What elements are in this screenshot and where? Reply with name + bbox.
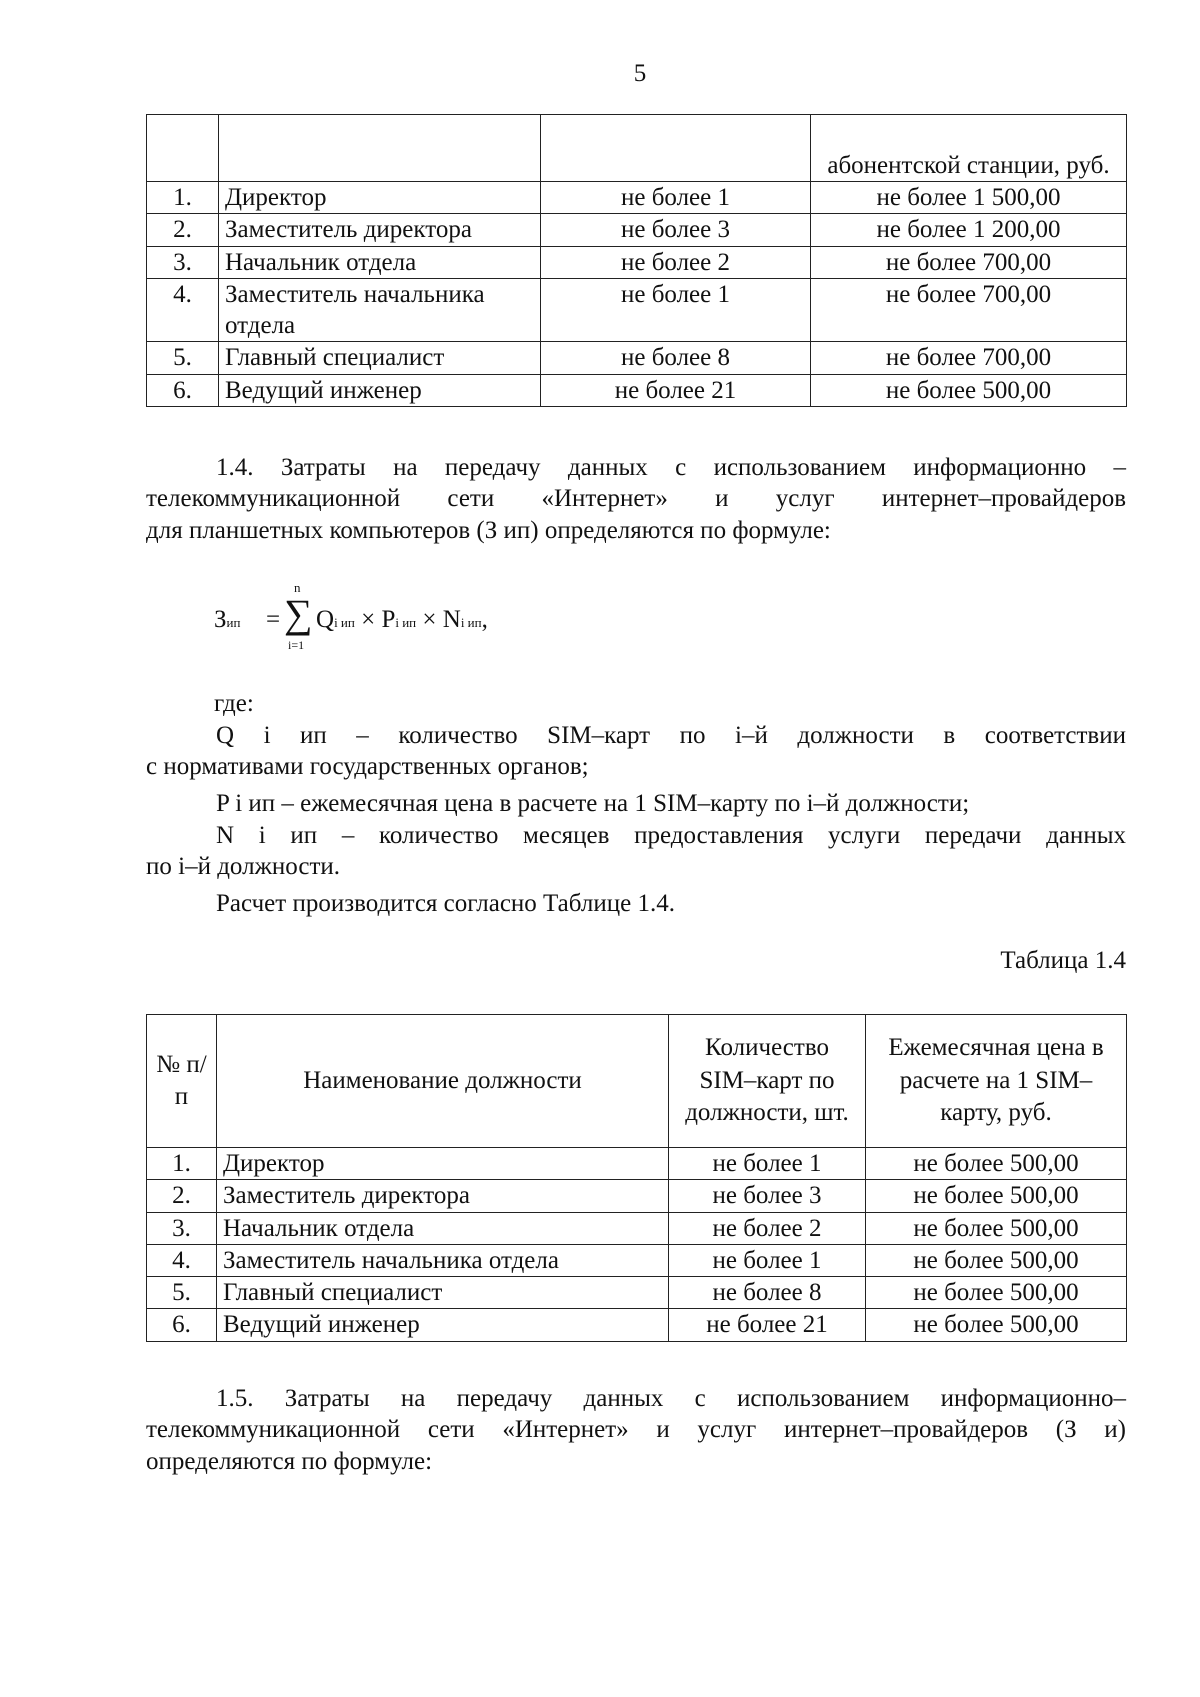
header-cell-price: абонентской станции, руб. [811,115,1127,182]
table-header-row [147,1015,1127,1148]
table-row: 3. Начальник отдела не более 2 не более 700,00 [147,246,1127,278]
calculation-note: Расчет производится согласно Таблице 1.4. [216,890,675,917]
formula-z-ip: Зип = n ∑ i=1 Qi ип × Pi ип × Ni ип, [214,580,488,652]
header-price: Ежемесячная цена в расчете на 1 SIM–карту, руб. [866,1015,1127,1148]
positions-table-continued [146,114,1127,407]
header-qty: Количество SIM–карт по должности, шт. [669,1015,866,1148]
section-1-4-paragraph: 1.4. Затраты на передачу данных с использованием информационно – телекоммуникационной сети «Интернет» и услуг интернет–провайдеров для планшетных компьютеров (З ип) определяются по формуле: [146,454,1126,544]
header-name: Наименование должности [217,1015,669,1148]
page-number: 5 [633,60,647,87]
table-header-row [147,115,1127,182]
header-num: № п/п [147,1015,217,1148]
table-row: 4. Заместитель начальника отдела не более 1 не более 700,00 [147,278,1127,342]
table-row: 6. Ведущий инженер не более 21 не более 500,00 [147,374,1127,406]
sigma-symbol: ∑ [284,591,313,636]
section-1-5-paragraph: 1.5. Затраты на передачу данных с использованием информационно– телекоммуникационной сети «Интернет» и услуг интернет–провайдеров (З и) определяются по формуле: [146,1385,1126,1475]
definition-n: N i ип – количество месяцев предоставления услуги передачи данных по i–й должности. [146,822,1126,881]
table-row: 4. Заместитель начальника отдела не более 1 не более 500,00 [147,1244,1127,1276]
table-row: 1. Директор не более 1 не более 500,00 [147,1148,1127,1180]
where-label: где: [214,690,254,717]
table-row: 5. Главный специалист не более 8 не более 700,00 [147,342,1127,374]
table-row: 2. Заместитель директора не более 3 не более 500,00 [147,1180,1127,1212]
table-row: 5. Главный специалист не более 8 не более 500,00 [147,1277,1127,1309]
definition-p: P i ип – ежемесячная цена в расчете на 1 SIM–карту по i–й должности; [216,790,970,817]
table-row: 1. Директор не более 1 не более 1 500,00 [147,182,1127,214]
table-1-4 [146,1014,1127,1342]
table-row: 6. Ведущий инженер не более 21 не более 500,00 [147,1309,1127,1341]
definition-q: Q i ип – количество SIM–карт по i–й должности в соответствии с нормативами государственных органов; [146,722,1126,781]
table-caption: Таблица 1.4 [1000,947,1126,974]
table-row: 3. Начальник отдела не более 2 не более 500,00 [147,1212,1127,1244]
table-row: 2. Заместитель директора не более 3 не более 1 200,00 [147,214,1127,246]
